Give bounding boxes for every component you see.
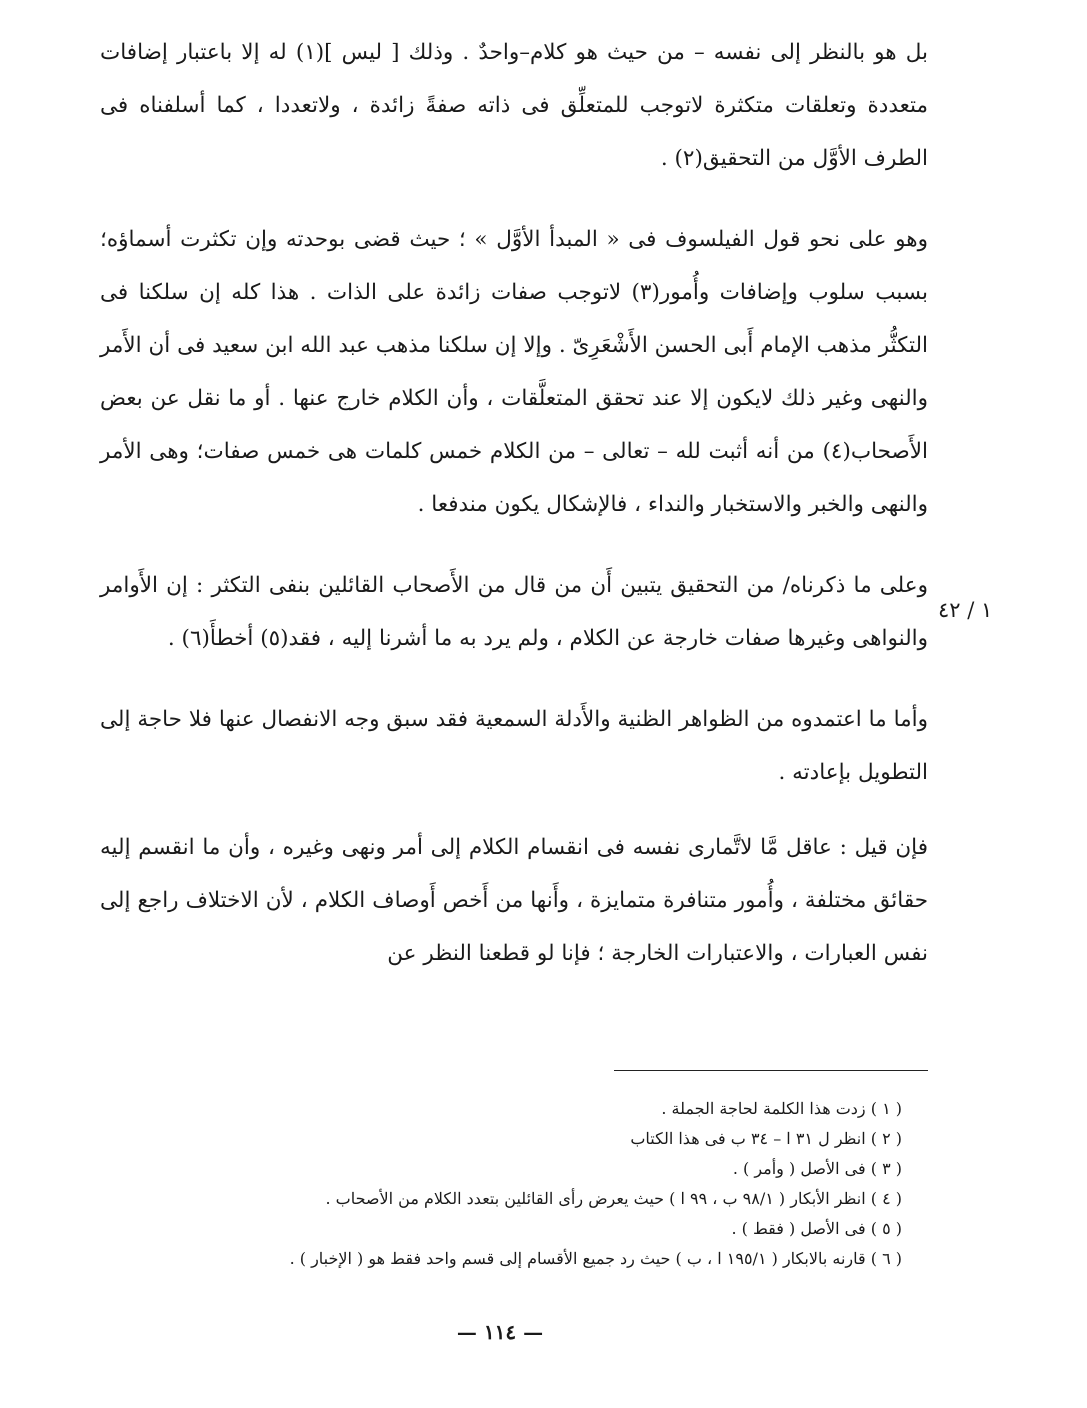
footnote: ( ١ ) زدت هذا الكلمة لحاجة الجملة . bbox=[661, 1099, 902, 1118]
page-number: — ١١٤ — bbox=[456, 1320, 544, 1344]
footnotes-list bbox=[200, 1094, 902, 1274]
footnote: ( ٦ ) قارنه بالابكار ( ١٩٥/١ ا ، ب ) حيث رد جميع الأقسام إلى قسم واحد فقط هو ( الإخبار ) . bbox=[289, 1249, 902, 1268]
footnote: ( ٤ ) انظر الأبكار ( ٩٨/١ ب ، ٩٩ ا ) حيث يعرض رأى القائلين بتعدد الكلام من الأصحاب . bbox=[325, 1189, 902, 1208]
paragraph-1: بل هو بالنظر إلى نفسه – من حيث هو كلام–واحدٌ . وذلك [ ليس ](١) له إلا باعتبار إضافات متعددة وتعلقات متكثرة لاتوجب للمتعلِّق فى ذاته صفةً زائدة ، ولاتعددا ، كما أسلفناه فى الطرف الأوَّل من التحقيق(٢) . bbox=[100, 40, 928, 171]
footnote-separator bbox=[614, 1070, 928, 1071]
footnote: ( ٣ ) فى الأصل ( وأمر ) . bbox=[732, 1159, 902, 1178]
paragraph-2: وهو على نحو قول الفيلسوف فى « المبدأ الأوَّل » ؛ حيث قضى بوحدته وإن تكثرت أسماؤه؛ بسبب سلوب وإضافات وأُمور(٣) لاتوجب صفات زائدة على الذات . هذا كله إن سلكنا فى التكثُّر مذهب الإمام أَبى الحسن الأَشْعَرِىّ . وإلا إن سلكنا مذهب عبد الله ابن سعيد فى أن الأَمر والنهى وغير ذلك لايكون إلا عند تحقق المتعلَّقات ، وأن الكلام خارج عنها . أو ما نقل عن بعض الأَصحاب(٤) من أنه أثبت لله – تعالى – من الكلام خمس كلمات هى خمس صفات؛ وهى الأمر والنهى والخبر والاستخبار والنداء ، فالإشكال يكون مندفعا . bbox=[100, 227, 928, 517]
paragraph-3: وعلى ما ذكرناه/ من التحقيق يتبين أَن من قال من الأَصحاب القائلين بنفى التكثر : إن الأَوامر والنواهى وغيرها صفات خارجة عن الكلام ، ولم يرد به ما أشرنا إليه ، فقد(٥) أخطأَ(٦) . bbox=[100, 573, 928, 651]
paragraph-4: وأما ما اعتمدوه من الظواهر الظنية والأَدلة السمعية فقد سبق وجه الانفصال عنها فلا حاجة إلى التطويل بإعادته . bbox=[100, 707, 928, 785]
footnote: ( ٥ ) فى الأصل ( فقط ) . bbox=[731, 1219, 902, 1238]
marginal-folio-note: ١ / ٤٢ bbox=[938, 598, 993, 622]
footnote: ( ٢ ) انظر ل ٣١ ا – ٣٤ ب فى هذا الكتاب bbox=[630, 1129, 902, 1148]
paragraph-5: فإن قيل : عاقل مَّا لاتَّمارى نفسه فى انقسام الكلام إلى أمر ونهى وغيره ، وأن ما انقسم إليه حقائق مختلفة ، وأُمور متنافرة متمايزة ، وأَنها من أَخص أَوصاف الكلام ، لأن الاختلاف راجع إلى نفس العبارات ، والاعتبارات الخارجة ؛ فإنا لو قطعنا النظر عن bbox=[100, 835, 928, 966]
